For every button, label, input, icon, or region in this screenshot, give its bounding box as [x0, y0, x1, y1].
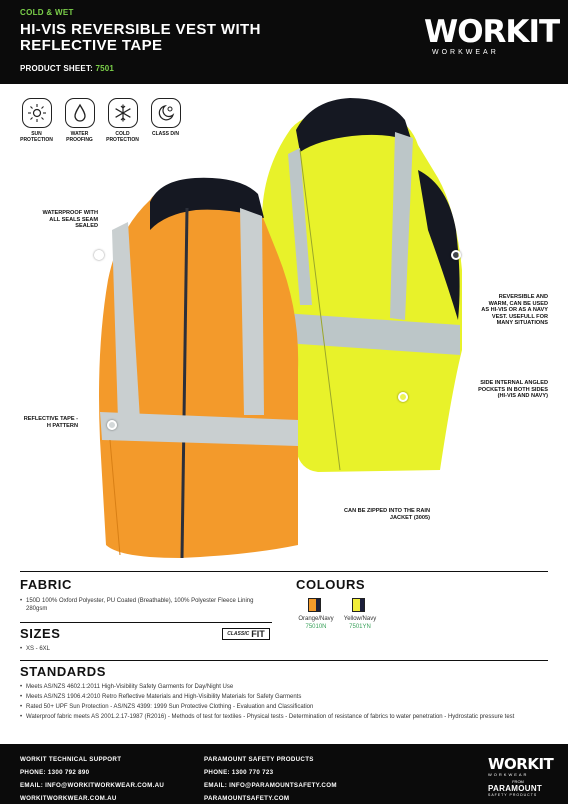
orange-vest	[99, 178, 298, 558]
footer-left-web[interactable]: WORKITWORKWEAR.COM.AU	[20, 795, 117, 802]
callout-waterproof: WATERPROOF WITH ALL SEALS SEAM SEALED	[42, 210, 98, 229]
fabric-text: • 150D 100% Oxford Polyester, PU Coated (Breathable), 100% Polyester Fleece Lining 280gsm	[26, 597, 266, 613]
icon-label: WATER PROOFING	[66, 131, 93, 143]
footer-from: FROM	[512, 779, 524, 784]
sizes-title: SIZES	[20, 626, 61, 641]
footer-paramount: PARAMOUNT	[488, 784, 543, 793]
swatch-navy-half	[316, 599, 320, 611]
standards-title: STANDARDS	[20, 664, 107, 679]
footer-left-email[interactable]: EMAIL: INFO@WORKITWORKWEAR.COM.AU	[20, 782, 165, 789]
standard-item: • Meets AS/NZS 4602.1:2011 High-Visibility Safety Garments for Day/Night Use	[26, 683, 546, 691]
colours-title: COLOURS	[296, 577, 366, 592]
divider-standards	[20, 660, 548, 661]
classic-fit-badge	[222, 628, 270, 640]
standard-item: • Waterproof fabric meets AS 2001.2.17-1987 (R2016) - Methods of test for textiles - Physical tests - Determination of resistance of fabrics to water penetration - Hydrostatic pressure test	[26, 713, 531, 721]
sizes-text: • XS - 6XL	[26, 645, 50, 653]
fit-badge-b: FIT	[251, 629, 265, 639]
product-sheet-prefix: PRODUCT SHEET:	[20, 64, 94, 73]
callout-pockets: SIDE INTERNAL ANGLED POCKETS IN BOTH SIDES (HI-VIS AND NAVY)	[478, 380, 548, 399]
fit-badge-a: CLASSIC	[227, 631, 250, 637]
hotspot-pockets[interactable]	[398, 392, 408, 402]
standard-item: • Rated 50+ UPF Sun Protection - AS/NZS 4399: 1999 Sun Protective Clothing - Evaluation and Classification	[26, 703, 546, 711]
colour-code: 75010N	[305, 624, 327, 630]
footer-paramount-sub: SAFETY PRODUCTS	[488, 793, 538, 797]
icon-label: CLASS D/N	[152, 131, 179, 137]
divider-fabric	[20, 571, 548, 572]
product-sheet-label	[20, 64, 114, 73]
footer-left-phone: PHONE: 1300 792 890	[20, 769, 90, 776]
product-code: 7501	[95, 64, 115, 73]
page-header	[0, 0, 568, 84]
page-footer	[0, 744, 568, 804]
swatch-yellow-navy	[352, 598, 365, 612]
callout-reflective: REFLECTIVE TAPE - H PATTERN	[23, 416, 78, 429]
swatch-orange-navy	[308, 598, 321, 612]
divider-sizes	[20, 622, 272, 623]
footer-logo-text: WORKIT	[488, 755, 554, 773]
footer-logo-sub: WORKWEAR	[488, 772, 529, 777]
hotspot-reflective[interactable]	[107, 420, 117, 430]
logo-text: WORKIT	[424, 14, 560, 50]
colour-name: Yellow/Navy	[343, 616, 377, 622]
product-image	[0, 90, 568, 560]
footer-right-web[interactable]: PARAMOUNTSAFETY.COM	[204, 795, 290, 802]
swatch-navy-half	[360, 599, 364, 611]
colour-name: Orange/Navy	[298, 616, 334, 622]
category-label: COLD & WET	[20, 8, 74, 17]
callout-zip: CAN BE ZIPPED INTO THE RAIN JACKET (3005)	[344, 508, 430, 521]
standard-item: • Meets AS/NZS 1906.4:2010 Retro Reflective Materials and High-Visibility Materials for Safety Garments	[26, 693, 546, 701]
icon-label: SUN PROTECTION	[20, 131, 53, 143]
footer-right-phone: PHONE: 1300 770 723	[204, 769, 274, 776]
callout-reversible: REVERSIBLE AND WARM, CAN BE USED AS HI-VIS OR AS A NAVY VEST. USEFULL FOR MANY SITUATIONS	[481, 294, 548, 326]
footer-right-title: PARAMOUNT SAFETY PRODUCTS	[204, 756, 314, 763]
colour-code: 7501YN	[349, 624, 371, 630]
footer-left-title: WORKIT TECHNICAL SUPPORT	[20, 756, 122, 763]
logo-subtext: WORKWEAR	[432, 49, 499, 56]
footer-logo	[488, 755, 554, 798]
workit-logo	[424, 14, 560, 61]
icon-label: COLD PROTECTION	[106, 131, 139, 143]
fabric-title: FABRIC	[20, 577, 72, 592]
hotspot-waterproof[interactable]	[94, 250, 104, 260]
footer-right-email[interactable]: EMAIL: INFO@PARAMOUNTSAFETY.COM	[204, 782, 337, 789]
hotspot-reversible[interactable]	[451, 250, 461, 260]
page-title: HI-VIS REVERSIBLE VEST WITH REFLECTIVE TAPE	[20, 21, 261, 54]
